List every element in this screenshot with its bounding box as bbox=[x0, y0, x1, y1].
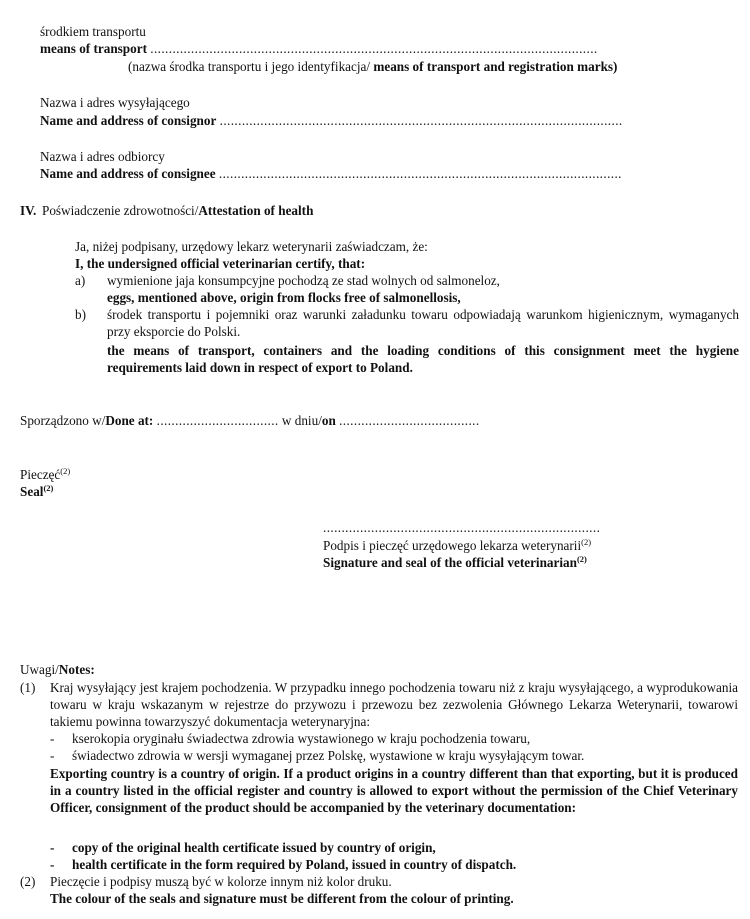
signature-sup-en: (2) bbox=[576, 554, 587, 564]
item-b-marker: b) bbox=[75, 307, 86, 322]
consignor-dots: ............................................................................................................. bbox=[219, 113, 623, 128]
note1-en-dash-1: - bbox=[50, 840, 55, 855]
item-a-en: eggs, mentioned above, origin from flocks free of salmonellosis, bbox=[107, 290, 461, 305]
done-date-dots: ...................................... bbox=[339, 413, 480, 428]
signature-label-en-line bbox=[323, 554, 587, 571]
signature-label-en: Signature and seal of the official veterinarian bbox=[323, 555, 577, 570]
transport-field bbox=[40, 40, 598, 57]
seal-label-en-line bbox=[20, 483, 53, 500]
signature-label bbox=[323, 537, 591, 554]
item-b-pl: środek transportu i pojemniki oraz warunki załadunku towaru odpowiadają warunkom higienicznym, wymaganych przy eksporcie do Polski. bbox=[107, 307, 739, 339]
note2-marker: (2) bbox=[20, 874, 36, 889]
consignee-dots: ............................................................................................................. bbox=[218, 166, 622, 181]
attestation-intro-en: I, the undersigned official veterinarian certify, that: bbox=[75, 256, 366, 271]
note2-pl: Pieczęcie i podpisy muszą być w kolorze innym niż kolor druku. bbox=[50, 874, 392, 889]
note1-pl: Kraj wysyłający jest krajem pochodzenia. W przypadku innego pochodzenia towaru niż z kraju wysyłającego, a wyprodukowania towaru w kraju wskazanym w rejestrze do przywozu i przewozu bez zezwolenia Głównego Lekarza Weterynarii, towarowi takiemu powinna towarzyszyć dokumentacja weterynaryjna: bbox=[50, 680, 738, 729]
note1-en-dash-2: - bbox=[50, 857, 55, 872]
note1-pl-bullet-1: kserokopia oryginału świadectwa zdrowia wystawionego w kraju pochodzenia towaru, bbox=[72, 731, 531, 746]
section-title-pl: Poświadczenie zdrowotności/ bbox=[42, 203, 199, 218]
consignee-field bbox=[40, 165, 622, 182]
attestation-intro-pl: Ja, niżej podpisany, urzędowy lekarz weterynarii zaświadczam, że: bbox=[75, 239, 428, 254]
section-title-en: Attestation of health bbox=[198, 203, 314, 218]
seal-label-pl: Pieczęć bbox=[20, 467, 61, 482]
notes-heading-en: Notes: bbox=[58, 662, 95, 677]
note1-en-bullet-2: health certificate in the form required by Poland, issued in country of dispatch. bbox=[72, 857, 517, 872]
note1-pl-dash-2: - bbox=[50, 748, 55, 763]
done-place-dots: ................................. bbox=[156, 413, 279, 428]
transport-caption bbox=[128, 58, 617, 75]
note1-en-bullet-1: copy of the original health certificate issued by country of origin, bbox=[72, 840, 436, 855]
note1-marker: (1) bbox=[20, 680, 36, 695]
signature-label-pl: Podpis i pieczęć urzędowego lekarza weterynarii bbox=[323, 538, 582, 553]
consignor-label-pl: Nazwa i adres wysyłającego bbox=[40, 95, 190, 110]
note1-pl-dash-1: - bbox=[50, 731, 55, 746]
seal-label bbox=[20, 466, 70, 483]
consignee-label-pl: Nazwa i adres odbiorcy bbox=[40, 149, 165, 164]
note1-pl-bullet-2: świadectwo zdrowia w wersji wymaganej przez Polskę, wystawione w kraju wysyłającym towar. bbox=[72, 748, 585, 763]
notes-heading-pl: Uwagi/ bbox=[20, 662, 59, 677]
consignor-field bbox=[40, 112, 623, 129]
seal-label-en: Seal bbox=[20, 484, 44, 499]
consignee-label-en: Name and address of consignee bbox=[40, 166, 216, 181]
done-date-pl: w dniu/ bbox=[281, 413, 322, 428]
seal-sup-en: (2) bbox=[43, 483, 54, 493]
item-b-en: the means of transport, containers and the loading conditions of this consignment meet the hygiene requirements laid down in respect of export to Poland. bbox=[107, 343, 739, 375]
done-date-en: on bbox=[321, 413, 336, 428]
section-number: IV. bbox=[20, 203, 37, 218]
seal-sup-pl: (2) bbox=[60, 466, 71, 476]
transport-caption-pl: (nazwa środka transportu i jego identyfikacja/ bbox=[128, 59, 371, 74]
section-title bbox=[42, 202, 313, 219]
done-line bbox=[20, 412, 480, 429]
notes-heading bbox=[20, 661, 95, 678]
note1-en: Exporting country is a country of origin. If a product origins in a country different than that exporting, but it is produced in a country listed in the official register and country is allowed to export without the permission of the Chief Veterinary Officer, consignment of the product should be accompanied by the veterinary documentation: bbox=[50, 766, 738, 815]
signature-sup-pl: (2) bbox=[581, 537, 592, 547]
item-a-pl: wymienione jaja konsumpcyjne pochodzą ze stad wolnych od salmoneloz, bbox=[107, 273, 500, 288]
transport-caption-en: means of transport and registration marks) bbox=[373, 59, 618, 74]
note2-en: The colour of the seals and signature must be different from the colour of printing. bbox=[50, 891, 514, 906]
done-label-pl: Sporządzono w/ bbox=[20, 413, 106, 428]
transport-dots: ......................................................................................................................... bbox=[150, 41, 598, 56]
transport-label-en: means of transport bbox=[40, 41, 147, 56]
transport-label-pl: środkiem transportu bbox=[40, 24, 146, 39]
item-a-marker: a) bbox=[75, 273, 86, 288]
consignor-label-en: Name and address of consignor bbox=[40, 113, 217, 128]
signature-dots: ........................................................................... bbox=[323, 520, 601, 535]
done-label-en: Done at: bbox=[105, 413, 154, 428]
